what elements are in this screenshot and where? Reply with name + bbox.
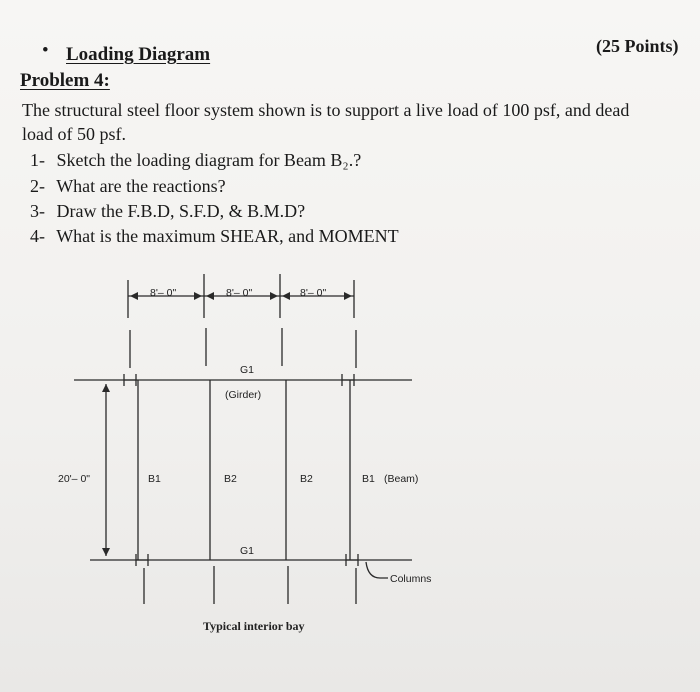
arrowhead: [206, 292, 214, 300]
arrowhead: [282, 292, 290, 300]
span-label: 8'– 0": [226, 287, 253, 299]
heading-bullet: •: [42, 40, 49, 61]
beam-b2-2-label: B2: [300, 473, 313, 485]
arrowhead: [194, 292, 202, 300]
column-section-icon: [342, 374, 354, 386]
question-text: What are the reactions?: [56, 176, 226, 196]
columns-label: Columns: [390, 573, 432, 585]
girder-bottom-label: G1: [240, 545, 255, 557]
statement-line-2: load of 50 psf.: [22, 124, 126, 144]
beam-b1-right-label: B1: [362, 473, 375, 485]
question-number: 2-: [30, 176, 45, 196]
question-text: What is the maximum SHEAR, and MOMENT: [56, 226, 399, 246]
bay-depth-label: 20'– 0": [58, 473, 91, 485]
arrowhead: [130, 292, 138, 300]
girder-top-label: G1: [240, 364, 255, 376]
span-label: 8'– 0": [300, 287, 327, 299]
arrowhead: [102, 548, 110, 556]
girder-note: (Girder): [225, 389, 262, 401]
beam-b2-1-label: B2: [224, 473, 237, 485]
span-label: 8'– 0": [150, 287, 177, 299]
beam-note: (Beam): [384, 473, 419, 485]
column-section-icon: [124, 374, 136, 386]
question-number: 4-: [30, 226, 45, 246]
points-label: (25 Points): [596, 36, 679, 56]
arrowhead: [270, 292, 278, 300]
column-section-icon: [346, 554, 358, 566]
question-text: Sketch the loading diagram for Beam B₂.?: [56, 150, 362, 170]
beam-b1-left-label: B1: [148, 473, 161, 485]
question-number: 3-: [30, 201, 45, 221]
diagram-caption: Typical interior bay: [203, 619, 305, 633]
arrowhead: [102, 384, 110, 392]
statement-line-1: The structural steel floor system shown is to support a live load of 100 psf, and dead: [22, 100, 630, 120]
question-text: Draw the F.B.D, S.F.D, & B.M.D?: [56, 201, 306, 221]
question-number: 1-: [30, 150, 45, 170]
arrowhead: [344, 292, 352, 300]
section-title: Loading Diagram: [66, 44, 211, 65]
problem-label: Problem 4:: [20, 70, 110, 91]
columns-leader-line: [366, 562, 388, 578]
